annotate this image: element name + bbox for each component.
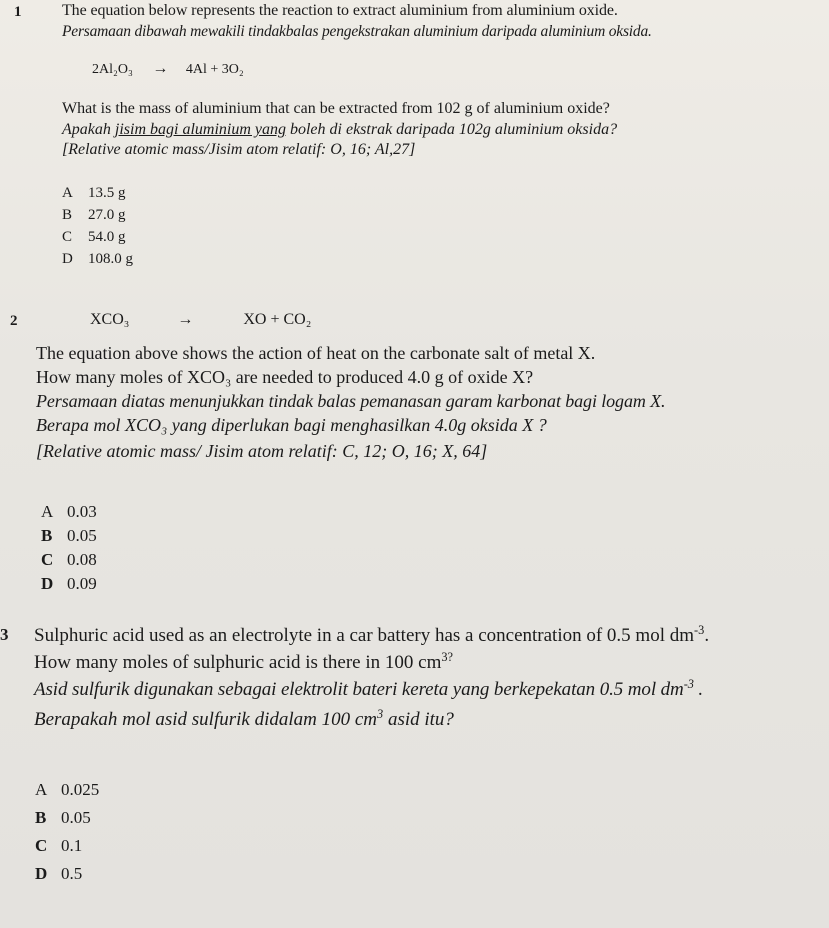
option-text: 54.0 g [88, 229, 126, 245]
q3-line2-sup: 3? [441, 650, 454, 664]
q1-option-c[interactable] [62, 229, 126, 246]
option-letter: C [62, 229, 73, 245]
q3-line3-sup: -3 [683, 677, 694, 691]
q1-number: 1 [14, 4, 22, 20]
option-text: 27.0 g [88, 207, 126, 223]
option-text: 13.5 g [88, 185, 126, 201]
q3-option-b[interactable] [35, 808, 91, 828]
q1-option-a[interactable] [62, 185, 126, 202]
arrow-icon: → [177, 311, 194, 328]
option-text: 0.5 [61, 864, 83, 883]
q2-line3: Persamaan diatas menunjukkan tindak balas pemanasan garam karbonat bagi logam X. [36, 391, 666, 411]
q3-line4-text: Berapakah mol asid sulfurik didalam 100 cm [34, 708, 378, 730]
option-text: 108.0 g [88, 251, 133, 267]
q1-eq-right: 4Al + 3O₂ [185, 62, 244, 77]
q2-option-b[interactable] [41, 526, 97, 546]
q3-line3 [34, 677, 703, 701]
option-letter: C [41, 550, 54, 569]
q3-option-c[interactable] [35, 836, 82, 856]
q1-equation [92, 60, 244, 78]
q2-equation [90, 311, 311, 329]
q3-line1-text: Sulphuric acid used as an electrolyte in a car battery has a concentration of 0.5 mol dm [34, 624, 695, 646]
option-text: 0.08 [67, 550, 97, 569]
option-letter: D [35, 864, 48, 883]
q3-option-a[interactable] [35, 780, 99, 800]
q3-line4-sup: 3 [377, 707, 384, 721]
q2-relative-atomic-mass: [Relative atomic mass/ Jisim atom relatif: C, 12; O, 16; X, 64] [36, 441, 488, 461]
q2-line4: Berapa mol XCO₃ yang diperlukan bagi menghasilkan 4.0g oksida X ? [36, 415, 547, 435]
option-text: 0.05 [67, 526, 97, 545]
q2-eq-left: XCO₃ [90, 311, 130, 328]
arrow-icon: → [152, 60, 169, 77]
q2-option-d[interactable] [41, 574, 97, 594]
option-letter: A [41, 502, 54, 521]
q2-number: 2 [10, 313, 18, 329]
q3-number: 3 [0, 625, 9, 644]
q3-line3-end: . [693, 678, 704, 700]
option-text: 0.09 [67, 574, 97, 593]
q3-line4-end: asid itu? [383, 708, 454, 730]
q1-question-en: What is the mass of aluminium that can be extracted from 102 g of aluminium oxide? [62, 100, 610, 117]
option-letter: B [35, 808, 47, 827]
q2-line2: How many moles of XCO₃ are needed to produced 4.0 g of oxide X? [36, 367, 534, 387]
q1-intro-ms: Persamaan dibawah mewakili tindakbalas pengekstrakan aluminium daripada aluminium oksida. [62, 23, 652, 40]
q1-question-ms-b: boleh di ekstrak daripada 102g aluminium oksida? [285, 121, 618, 138]
q3-option-d[interactable] [35, 864, 82, 884]
q1-intro-en: The equation below represents the reaction to extract aluminium from aluminium oxide. [62, 2, 618, 19]
q2-line1: The equation above shows the action of heat on the carbonate salt of metal X. [36, 343, 596, 363]
q1-eq-left: 2Al₂O₃ [92, 62, 133, 77]
q1-question-ms-a: Apakah [62, 121, 115, 138]
q2-option-a[interactable] [41, 502, 97, 522]
q1-relative-atomic-mass: [Relative atomic mass/Jisim atom relatif: O, 16; Al,27] [62, 141, 416, 158]
option-text: 0.1 [61, 836, 83, 855]
q3-line1-end: . [704, 624, 710, 646]
q1-option-d[interactable] [62, 251, 133, 268]
q3-line4 [34, 707, 454, 731]
option-letter: C [35, 836, 48, 855]
q1-question-ms-underlined: jisim bagi aluminium yang [114, 121, 286, 138]
option-text: 0.03 [67, 502, 97, 521]
option-text: 0.025 [61, 780, 100, 799]
q3-line2 [34, 650, 453, 674]
option-letter: B [41, 526, 53, 545]
q1-option-b[interactable] [62, 207, 126, 224]
q3-line1 [34, 623, 709, 647]
q2-eq-right: XO + CO₂ [243, 311, 312, 328]
option-letter: D [41, 574, 54, 593]
option-text: 0.05 [61, 808, 91, 827]
q2-option-c[interactable] [41, 550, 97, 570]
option-letter: B [62, 207, 73, 223]
q1-question-ms [62, 121, 617, 139]
option-letter: A [35, 780, 48, 799]
q3-line1-sup: -3 [694, 623, 705, 637]
option-letter: D [62, 251, 73, 267]
option-letter: A [62, 185, 73, 201]
q3-line2-text: How many moles of sulphuric acid is there in 100 cm [34, 651, 442, 673]
q3-line3-text: Asid sulfurik digunakan sebagai elektrolit bateri kereta yang berkepekatan 0.5 mol dm [34, 678, 684, 700]
